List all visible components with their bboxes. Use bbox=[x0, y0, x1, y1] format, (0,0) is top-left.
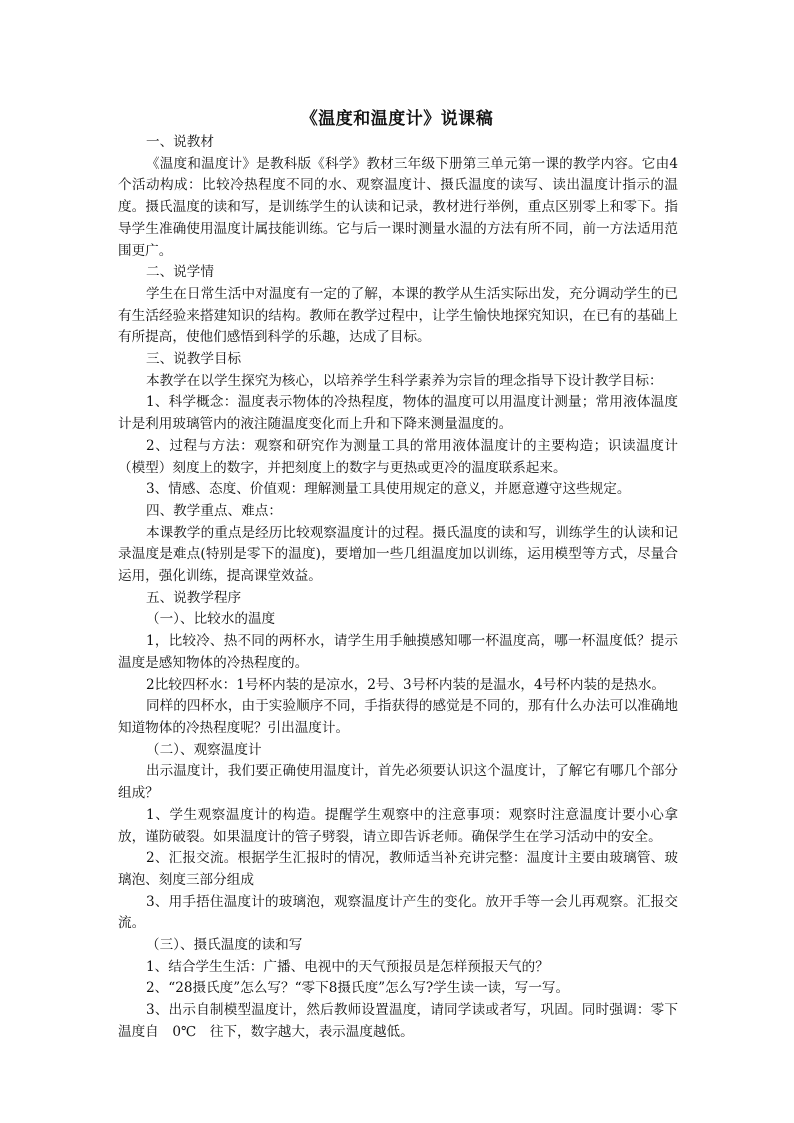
paragraph-students: 学生在日常生活中对温度有一定的了解，本课的教学从生活实际出发，充分调动学生的已有生活经验来搭建知识的结构。教师在教学过程中，让学生愉快地探究知识，在已有的基础上有所提高，使他们感悟到科学的乐趣，达成了目标。 bbox=[118, 285, 678, 346]
paragraph-observe-intro: 出示温度计，我们要正确使用温度计，首先必须要认识这个温度计，了解它有哪几个部分组成？ bbox=[118, 763, 678, 802]
paragraph-celsius-3: 3、出示自制模型温度计，然后教师设置温度，请同学读或者写，巩固。同时强调：零下温度自 0℃ 往下，数字越大，表示温度越低。 bbox=[118, 1002, 678, 1040]
paragraph-observe-3: 3、用手捂住温度计的玻璃泡，观察温度计产生的变化。放开手等一会儿再观察。汇报交流。 bbox=[118, 893, 678, 932]
paragraph-compare-1: 1，比较冷、热不同的两杯水，请学生用手触摸感知哪一杯温度高，哪一杯温度低？提示温度是感知物体的冷热程度的。 bbox=[118, 633, 678, 671]
subheading-observe-thermometer: （二）、观察温度计 bbox=[146, 741, 262, 758]
paragraph-goals-intro: 本教学在以学生探究为核心，以培养学生科学素养为宗旨的理念指导下设计教学目标： bbox=[146, 372, 663, 389]
subheading-celsius: （三）、摄氏温度的读和写 bbox=[146, 937, 303, 954]
paragraph-key-points: 本课教学的重点是经历比较观察温度计的过程。摄氏温度的读和写，训练学生的认读和记录温度是难点(特别是零下的温度)，要增加一些几组温度加以训练，运用模型等方式，尽量合运用，强化训练，提高课堂效益。 bbox=[118, 524, 678, 585]
paragraph-celsius-1: 1、结合学生生活：广播、电视中的天气预报员是怎样预报天气的？ bbox=[146, 958, 549, 975]
document-title: 《温度和温度计》说课稿 bbox=[300, 109, 494, 129]
paragraph-observe-1: 1、学生观察温度计的构造。提醒学生观察中的注意事项：观察时注意温度计要小心拿放，谨防破裂。如果温度计的管子劈裂，请立即告诉老师。确保学生在学习活动中的安全。 bbox=[118, 806, 678, 845]
heading-students: 二、说学情 bbox=[146, 264, 214, 281]
heading-procedure: 五、说教学程序 bbox=[146, 589, 242, 606]
paragraph-compare-3: 同样的四杯水，由于实验顺序不同，手指获得的感觉是不同的，那有什么办法可以准确地知道物体的冷热程度呢？引出温度计。 bbox=[118, 698, 678, 736]
subheading-compare-water: （一）、比较水的温度 bbox=[146, 611, 276, 628]
heading-goals: 三、说教学目标 bbox=[146, 351, 242, 368]
paragraph-observe-2: 2、汇报交流。根据学生汇报时的情况，教师适当补充讲完整：温度计主要由玻璃管、玻璃泡、刻度三部分组成 bbox=[118, 850, 678, 888]
paragraph-goal-2: 2、过程与方法：观察和研究作为测量工具的常用液体温度计的主要构造；识读温度计（模型）刻度上的数字，并把刻度上的数字与更热或更冷的温度联系起来。 bbox=[118, 437, 678, 476]
document-body bbox=[118, 132, 678, 1044]
paragraph-goal-3: 3、情感、态度、价值观：理解测量工具使用规定的意义，并愿意遵守这些规定。 bbox=[146, 481, 631, 498]
heading-key-points: 四、教学重点、难点： bbox=[146, 502, 282, 519]
paragraph-textbook: 《温度和温度计》是教科版《科学》教材三年级下册第三单元第一课的教学内容。它由4个活动构成：比较冷热程度不同的水、观察温度计、摄氏温度的读写、读出温度计指示的温度。摄氏温度的读和写，是训练学生的认读和记录，教材进行举例，重点区别零上和零下。指导学生准确使用温度计属技能训练。它与后一课时测量水温的方法有所不同，前一方法适用范围更广。 bbox=[118, 155, 678, 259]
paragraph-goal-1: 1、科学概念：温度表示物体的冷热程度，物体的温度可以用温度计测量；常用液体温度计是利用玻璃管内的液注随温度变化而上升和下降来测量温度的。 bbox=[118, 394, 678, 433]
paragraph-compare-2: 2比较四杯水：1号杯内装的是凉水，2号、3号杯内装的是温水，4号杯内装的是热水。 bbox=[146, 676, 666, 693]
paragraph-celsius-2: 2、“28摄氏度”怎么写？“零下8摄氏度”怎么写?学生读一读，写一写。 bbox=[146, 980, 570, 997]
heading-textbook: 一、说教材 bbox=[146, 134, 214, 150]
